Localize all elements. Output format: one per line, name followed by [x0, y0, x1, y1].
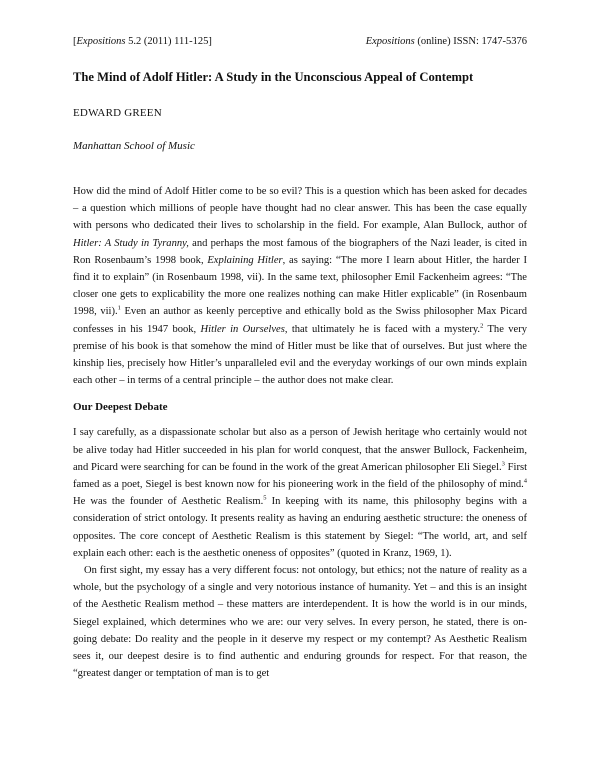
footnote-ref[interactable]: 5 [263, 494, 267, 502]
footnote-ref[interactable]: 2 [480, 322, 484, 330]
footnote-ref[interactable]: 4 [523, 477, 527, 485]
header-journal-name: Expositions [76, 36, 126, 47]
author-affiliation: Manhattan School of Music [73, 140, 195, 152]
article-body [73, 183, 527, 682]
text-run: The very premise of his book is that somehow the mind of Hitler must be like that of ourselves. But just where the kinship lies, precisely how Hitler’s unparalleled evil and the everyday workings of our own minds explain each other – in terms of a central principle – the author does not make clear. [73, 323, 527, 387]
text-run: , as saying: “The more I learn about Hitler, the harder I find it to explain” (in Rosenbaum 1998, vii). In the same text, philosopher Emil Fackenheim agrees: “The closer one gets to explicability the more one realizes nothing can make Hitler explicable” (in Rosenbaum 1998, vii). [73, 254, 527, 318]
paragraph-intro [73, 183, 527, 389]
header-citation [73, 36, 212, 47]
article-title: The Mind of Adolf Hitler: A Study in the Unconscious Appeal of Contempt [73, 70, 474, 84]
header-bracket: [ [73, 36, 77, 47]
author-name: EDWARD GREEN [73, 107, 162, 119]
text-run: and perhaps the most famous of the biographers of the Nazi leader, is cited in Ron Rosenbaum’s 1998 book, [73, 237, 527, 266]
text-run: First famed as a poet, Siegel is best known now for his pioneering work in the field of the philosophy of mind. [73, 461, 527, 491]
text-run: How did the mind of Adolf Hitler come to be so evil? This is a question which has been asked for decades – a question which millions of people have thought had no clear answer. This has been the case equally with persons who dedicated their lives to scholarship in the field. For example, Alan Bullock, author of [73, 186, 527, 232]
text-run: , that ultimately he is faced with a mystery. [284, 323, 481, 335]
footnote-ref[interactable]: 3 [501, 460, 505, 468]
book-title: Hitler in Ourselves [200, 323, 285, 335]
text-run: He was the founder of Aesthetic Realism. [73, 496, 264, 508]
running-header [73, 36, 527, 52]
header-journal-name-right: Expositions [365, 36, 415, 47]
text-run: I say carefully, as a dispassionate scholar but also as a person of Jewish heritage who certainly would not be alive today had Hitler succeeded in his plan for world conquest, that the answer Bullock, Fackenheim, and Picard were searching for can be found in the work of the great American philosopher Eli Siegel. [73, 427, 527, 473]
book-title: Explaining Hitler [207, 254, 283, 266]
text-run: In keeping with its name, this philosophy begins with a consideration of strict ontology. It presents reality as having an enduring aesthetic structure: the oneness of opposites. The core concept of Aesthetic Realism is this statement by Siegel: “The world, art, and self explain each other: each is the aesthetic oneness of opposites” (quoted in Kranz, 1969, 1). [73, 496, 527, 559]
paragraph-ethics: On first sight, my essay has a very different focus: not ontology, but ethics; not the nature of reality as a whole, but the psychology of a single and very notorious instance of humanity. Yet – and this is an insight of the Aesthetic Realism method – these matters are interdependent. It is how the world is in our minds, Siegel explained, which determines who we are: our very selves. In every person, he stated, there is on-going debate: Do reality and the people in it deserve my respect or my contempt? As Aesthetic Realism sees it, our deepest desire is to find authentic and enduring grounds for respect. For that reason, the “greatest danger or temptation of man is to get [73, 565, 527, 680]
paragraph-debate [73, 424, 527, 562]
section-heading: Our Deepest Debate [73, 401, 168, 414]
footnote-ref[interactable]: 1 [117, 304, 121, 312]
text-run: Even an author as keenly perceptive and ethically bold as the Swiss philosopher Max Picard confesses in his 1947 book, [73, 306, 527, 335]
header-volume: 5.2 (2011) 111-125] [125, 36, 212, 47]
header-issn [366, 36, 527, 47]
book-title: Hitler: A Study in Tyranny, [73, 237, 189, 249]
header-issn-text: (online) ISSN: 1747-5376 [414, 36, 527, 47]
